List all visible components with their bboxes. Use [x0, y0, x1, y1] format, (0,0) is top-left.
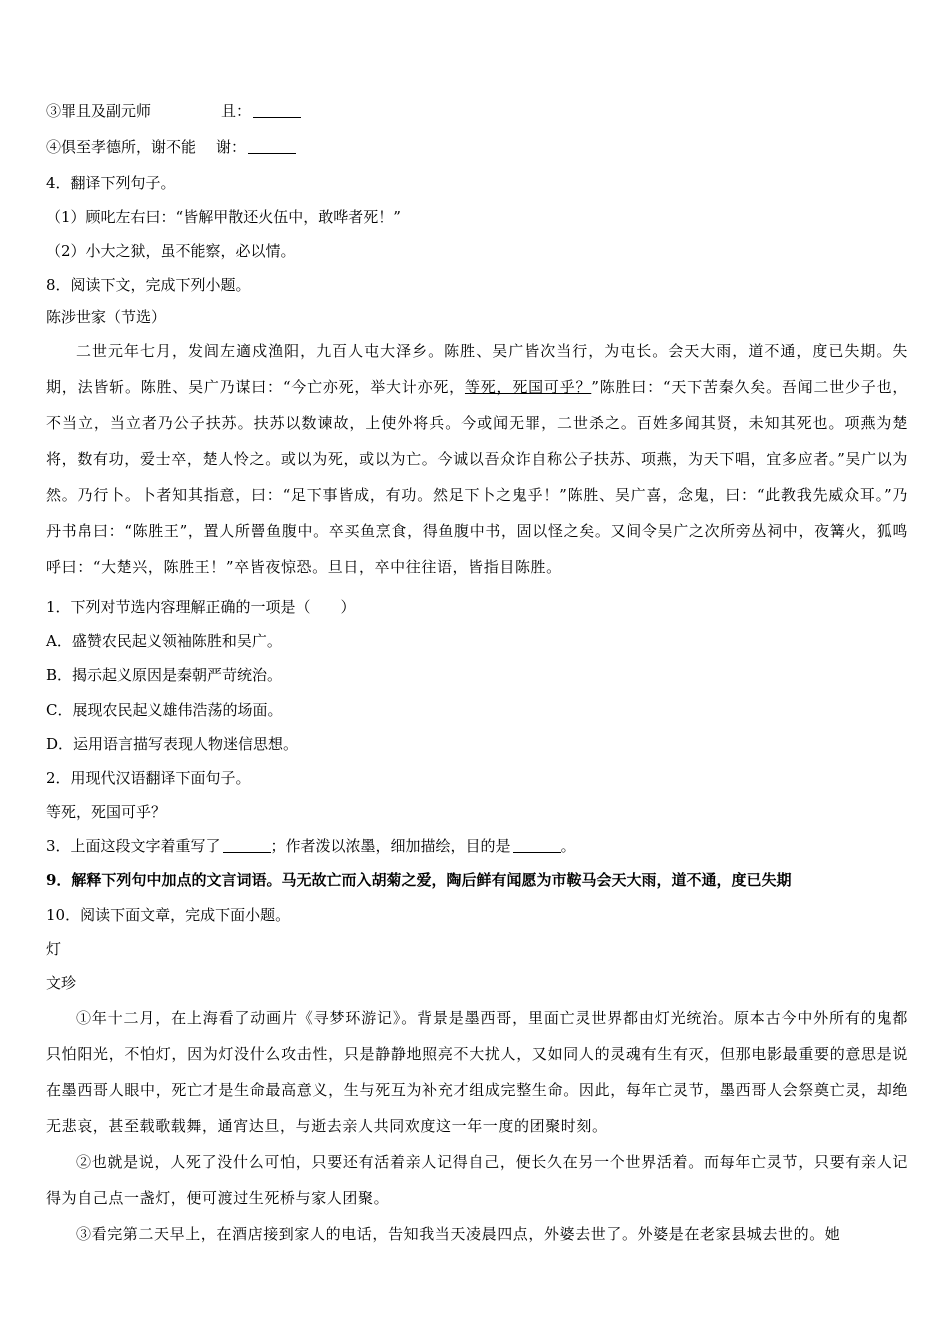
q9-text: 9．解释下列句中加点的文言词语。马无故亡而入胡菊之爱，陶后鲜有闻愿为市鞍马会天大雨，道不通，度已失期 [46, 871, 792, 889]
q8-sub3 [46, 835, 576, 857]
q8-passage-before: 二世元年七月，发闾左適戍渔阳，九百人屯大泽乡。陈胜、吴广皆次当行，为屯长。会天大雨，道不通，度已失期。失期，法皆斩。陈胜、吴广乃谋曰：“今亡亦死，举大计亦死， [46, 342, 908, 396]
item-3-answer-blank[interactable] [253, 103, 301, 118]
item-3-line [46, 100, 301, 122]
q4-sentence-2: （2）小大之狱，虽不能察，必以情。 [46, 242, 296, 260]
q8-sub2-sentence: 等死，死国可乎？ [46, 803, 167, 821]
q8-option-c[interactable]: C．展现农民起义雄伟浩荡的场面。 [46, 701, 283, 719]
q8-option-b[interactable]: B．揭示起义原因是秦朝严苛统治。 [46, 666, 283, 684]
item-4-label: ④俱至孝德所，谢不能 [46, 138, 197, 156]
q8-passage-after: ”陈胜曰：“天下苦秦久矣。吾闻二世少子也，不当立，当立者乃公子扶苏。扶苏以数谏故，上使外将兵。今或闻无罪，二世杀之。百姓多闻其贤，未知其死也。项燕为楚将，数有功，爱士卒，楚人怜之。或以为死，或以为亡。今诚以吾众诈自称公子扶苏、项燕，为天下唱，宜多应者。”吴广以为然。乃行卜。卜者知其指意，曰：“足下事皆成，有功。然足下卜之鬼乎！”陈胜、吴广喜，念鬼，曰：“此教我先威众耳。”乃丹书帛曰：“陈胜王”，置人所罾鱼腹中。卒买鱼烹食，得鱼腹中书，固以怪之矣。又间令吴广之次所旁丛祠中，夜篝火，狐鸣呼曰：“大楚兴，陈胜王！”卒皆夜惊恐。旦日，卒中往往语，皆指目陈胜。 [46, 378, 908, 576]
q8-sub2: 2．用现代汉语翻译下面句子。 [46, 769, 251, 787]
item-3-dotted-char: 且 [76, 102, 92, 120]
item-3-label: ③罪 [46, 102, 77, 120]
q10-title: 10．阅读下面文章，完成下面小题。 [46, 906, 291, 924]
q8-option-d[interactable]: D．运用语言描写表现人物迷信思想。 [46, 735, 299, 753]
q8-sub3-part-b: ；作者泼以浓墨，细加描绘，目的是 [270, 837, 511, 855]
q8-sub3-part-a: 3．上面这段文字着重写了 [46, 837, 221, 855]
q8-option-a[interactable]: A．盛赞农民起义领袖陈胜和吴广。 [46, 632, 282, 650]
item-3-rest: 及副元师 [91, 102, 152, 120]
item-4-line [46, 136, 296, 158]
q8-title: 8．阅读下文，完成下列小题。 [46, 276, 251, 294]
q10-author: 文珍 [46, 974, 77, 992]
item-4-answer-blank[interactable] [248, 139, 296, 154]
q10-article-title: 灯 [46, 940, 62, 958]
q8-passage-underlined: 等死，死国可乎？ [464, 378, 592, 396]
q8-sub3-blank-1[interactable] [223, 838, 271, 853]
q8-sub1: 1．下列对节选内容理解正确的一项是（ ） [46, 598, 356, 616]
q4-sentence-1: （1）顾叱左右曰：“皆解甲散还火伍中，敢哗者死！” [46, 208, 401, 226]
item-3-answer-label: 且： [221, 102, 252, 120]
q10-paragraph-1: ①年十二月，在上海看了动画片《寻梦环游记》。背景是墨西哥，里面亡灵世界都由灯光统治。原本古今中外所有的鬼都只怕阳光，不怕灯，因为灯没什么攻击性，只是静静地照亮不大扰人，又如同人的灵魂有生有灭，但那电影最重要的意思是说在墨西哥人眼中，死亡才是生命最高意义，生与死互为补充才组成完整生命。因此，每年亡灵节，墨西哥人会祭奠亡灵，却绝无悲哀，甚至载歌载舞，通宵达旦，与逝去亲人共同欢度这一年一度的团聚时刻。 [46, 1009, 908, 1135]
q8-sub3-blank-2[interactable] [513, 838, 561, 853]
q10-paragraph-3: ③看完第二天早上，在酒店接到家人的电话，告知我当天凌晨四点，外婆去世了。外婆是在老家县城去世的。她 [76, 1225, 841, 1243]
q4-title: 4．翻译下列句子。 [46, 174, 176, 192]
q8-passage [46, 333, 908, 585]
q8-passage-title: 陈涉世家（节选） [46, 308, 167, 326]
item-4-answer-label: 谢： [216, 138, 247, 156]
q10-paragraph-2: ②也就是说，人死了没什么可怕，只要还有活着亲人记得自己，便长久在另一个世界活着。而每年亡灵节，只要有亲人记得为自己点一盏灯，便可渡过生死桥与家人团聚。 [46, 1153, 908, 1207]
q8-sub3-part-c: 。 [560, 837, 576, 855]
